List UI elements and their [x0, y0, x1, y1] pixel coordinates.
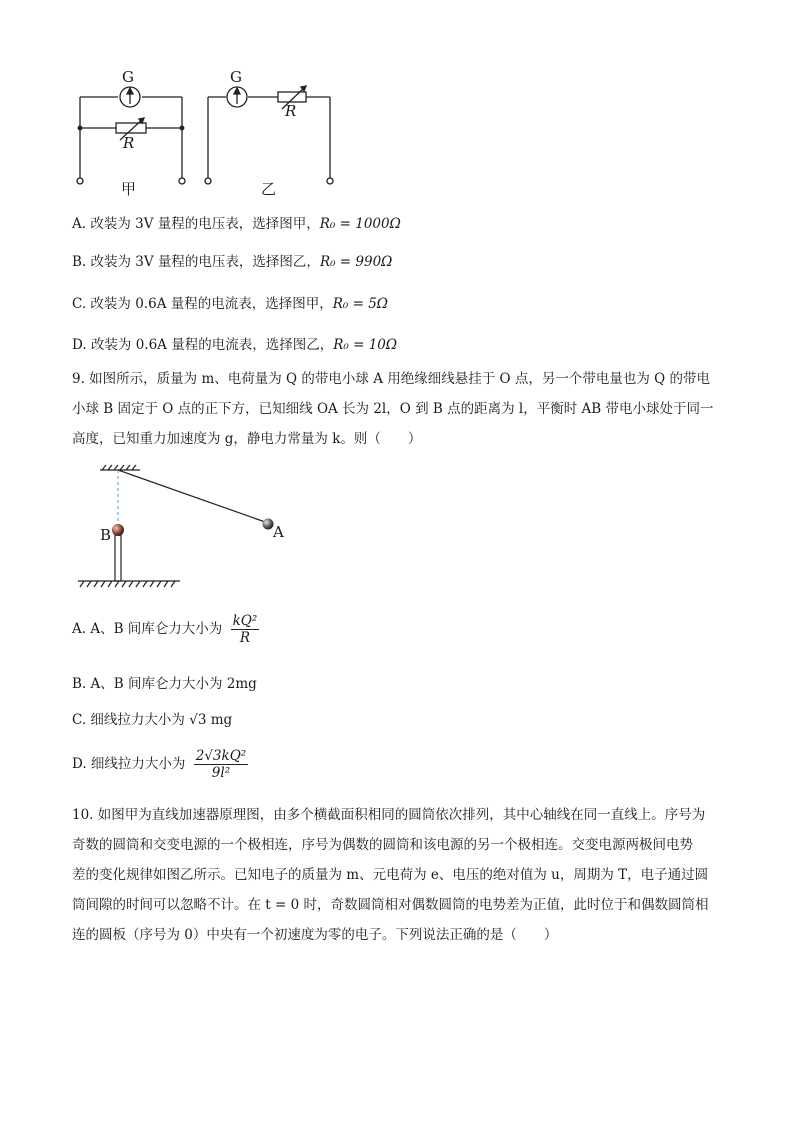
q8-option-a-text: A. 改装为 3V 量程的电压表，选择图甲，	[72, 216, 320, 232]
q9-line-2: 小球 B 固定于 O 点的正下方，已知细线 OA 长为 2l，O 到 B 点的距离为 l，平衡时 AB 带电小球处于同一	[72, 401, 714, 417]
resistor-label-jia: R	[123, 134, 135, 152]
ball-b	[112, 524, 124, 536]
q8-option-b	[72, 250, 392, 270]
q9-option-d	[72, 748, 248, 781]
q10-line-4: 筒间隙的时间可以忽略不计。在 t = 0 时，奇数圆筒相对偶数圆筒的电势差为正值，此时位于和偶数圆筒相	[72, 897, 709, 913]
galvanometer-label-yi: G	[230, 68, 242, 86]
galvanometer-label-jia: G	[122, 68, 134, 86]
circuit-diagrams	[60, 60, 360, 200]
resistor-label-yi: R	[285, 102, 297, 120]
q9-option-b-text: B. A、B 间库仑力大小为 2mg	[72, 676, 257, 692]
q9-line-1: 9. 如图所示，质量为 m、电荷量为 Q 的带电小球 A 用绝缘细线悬挂于 O 点，另一个带电量也为 Q 的带电	[72, 371, 711, 387]
q9-option-a	[72, 613, 259, 646]
q8-option-a	[72, 212, 401, 232]
circuit-yi	[205, 86, 333, 184]
q8-option-b-text: B. 改装为 3V 量程的电压表，选择图乙，	[72, 254, 320, 270]
q9-option-c-text: C. 细线拉力大小为 √3 mg	[72, 712, 233, 728]
support-rod	[115, 535, 121, 581]
figure-label-yi: 乙	[261, 180, 277, 198]
q9-option-a-numerator: kQ²	[232, 613, 258, 629]
q8-option-c-formula: R₀ = 5Ω	[332, 296, 388, 312]
q9-option-d-numerator: 2√3kQ²	[195, 748, 247, 764]
ball-a-label: A	[273, 523, 284, 541]
ground	[78, 581, 180, 587]
q9-option-a-denominator: R	[239, 630, 251, 646]
thread-oa	[118, 470, 268, 523]
q9-option-c	[72, 708, 232, 728]
q8-option-d	[72, 333, 397, 353]
q8-option-b-formula: R₀ = 990Ω	[319, 254, 393, 270]
q10-line-1: 10. 如图甲为直线加速器原理图，由多个横截面积相同的圆筒依次排列，其中心轴线在同一直线上。序号为	[72, 807, 706, 823]
q9-option-a-fraction	[231, 613, 260, 646]
q8-option-c	[72, 292, 388, 312]
q8-option-d-formula: R₀ = 10Ω	[333, 337, 398, 353]
q9-option-d-text: D. 细线拉力大小为	[72, 756, 186, 772]
q9-option-b	[72, 672, 257, 692]
q9-option-a-text: A. A、B 间库仑力大小为	[72, 621, 223, 637]
q10-line-5: 连的圆板（序号为 0）中央有一个初速度为零的电子。下列说法正确的是（ ）	[72, 927, 558, 943]
ceiling	[100, 465, 140, 470]
q10-line-2: 奇数的圆筒和交变电源的一个极相连，序号为偶数的圆筒和该电源的另一个极相连。交变电源两极间电势	[72, 837, 693, 853]
q8-option-c-text: C. 改装为 0.6A 量程的电流表，选择图甲，	[72, 296, 333, 312]
q10-stem	[72, 800, 732, 950]
q9-option-d-denominator: 9l²	[211, 765, 231, 781]
ball-a	[263, 519, 274, 530]
ball-b-label: B	[100, 526, 112, 544]
q9-line-3: 高度，已知重力加速度为 g，静电力常量为 k。则（ ）	[72, 431, 422, 447]
q9-stem	[72, 364, 732, 454]
q8-option-a-formula: R₀ = 1000Ω	[319, 216, 401, 232]
q9-option-d-fraction	[194, 748, 248, 781]
figure-label-jia: 甲	[121, 180, 137, 198]
q10-line-3: 差的变化规律如图乙所示。已知电子的质量为 m、元电荷为 e、电压的绝对值为 u，周期为 T，电子通过圆	[72, 867, 709, 883]
q8-option-d-text: D. 改装为 0.6A 量程的电流表，选择图乙，	[72, 337, 334, 353]
